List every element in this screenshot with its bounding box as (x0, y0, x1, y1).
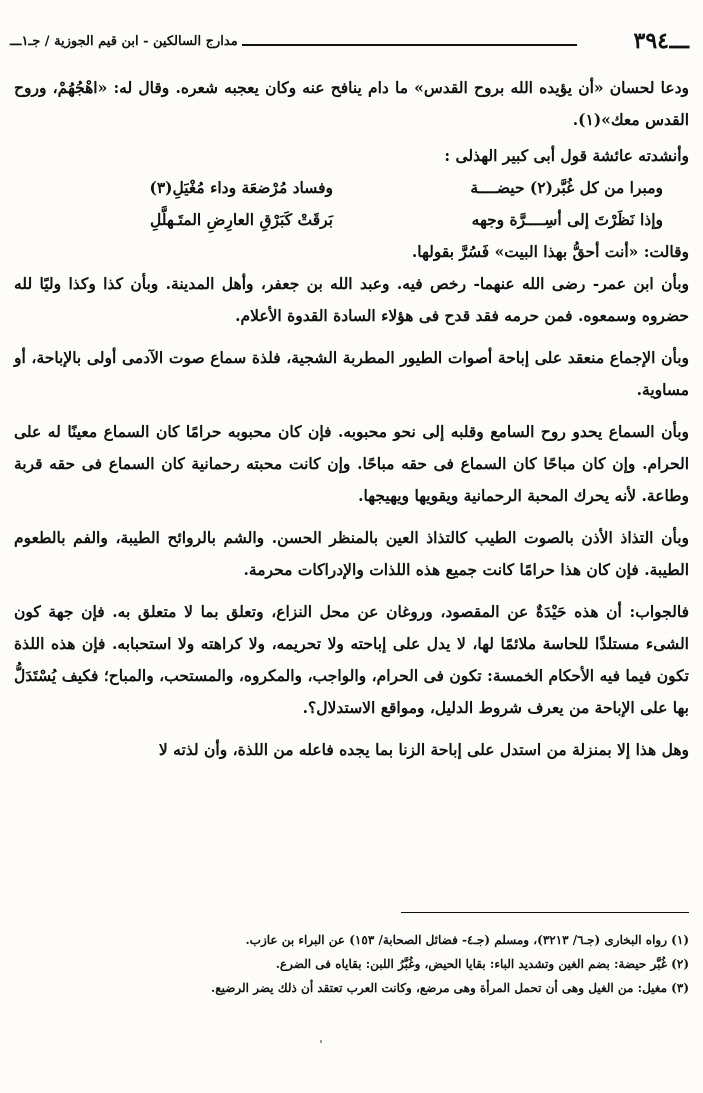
paragraph: وبأن الإجماع منعقد على إباحة أصوات الطيور المطربة الشجية، فلذة سماع صوت الآدمى أولى بالإباحة، أو مساوية. (14, 348, 689, 399)
paragraph: وبأن السماع يحدو روح السامع وقلبه إلى نحو محبوبه. فإن كان محبوبه حرامًا كان السماع معينًا له على الحرام. وإن كان مباحًا كان السماع فى حقه مباحًا. وإن كانت محبته رحمانية كان السماع فى حقه قربة وطاعة. لأنه يحرك المحبة الرحمانية ويقويها ويهيجها. (14, 422, 689, 505)
main-text (14, 72, 689, 770)
poem-closing-line: وقالت: «أنت أحقُّ بهذا البيت» فَسُرَّ بقولها. (411, 242, 689, 261)
footnotes (14, 928, 689, 1000)
footnote: (٣) مغيل: من الغيل وهى أن تحمل المرأة وهى مرضع، وكانت العرب تعتقد أن ذلك يضر الرضيع. (211, 981, 689, 995)
hemistich-left: بَرقَتْ كَبَرْقِ العارِضِ المتَـهلَّلِ (150, 210, 333, 229)
poem-verse (14, 204, 689, 236)
page-number: ٣٩٤ (633, 28, 669, 54)
hemistich-left: وفساد مُرْضعَة وداء مُغْيَلِ(٣) (149, 178, 333, 197)
header-dash: ـــ (669, 28, 689, 54)
paragraph: وبأن التذاذ الأذن بالصوت الطيب كالتذاذ العين بالمنظر الحسن. والشم بالروائح الطيبة، والفم بالطعوم الطيبة. فإن كان هذا حرامًا كانت جميع هذه اللذات والإدراكات محرمة. (14, 528, 689, 579)
paragraph: ودعا لحسان «أن يؤيده الله بروح القدس» ما دام ينافح عنه وكان يعجبه شعره. وقال له: «اهْجُهُمْ، وروح القدس معك»(١). (14, 78, 689, 129)
paragraph: وهل هذا إلا بمنزلة من استدل على إباحة الزنا بما يجده فاعله من اللذة، وأن لذته لا (158, 740, 689, 759)
hemistich-right: وإذا نَظَرْتَ إلى أسِــــرَّة وجهه (471, 210, 663, 229)
footnote: (١) رواه البخارى (جـ٦/ ٣٢١٣)، ومسلم (جـ٤- فضائل الصحابة/ ١٥٣) عن البراء بن عازب. (245, 933, 689, 947)
page-header (10, 28, 689, 58)
footnote: (٢) غُبَّر حيضة: بضم الغين وتشديد الباء: بقايا الحيض، وغُبَّرُ اللبن: بقاياه فى الضرع. (275, 957, 689, 971)
paragraph: وبأن ابن عمر- رضى الله عنهما- رخص فيه. وعبد الله بن جعفر، وأهل المدينة. وبأن كذا وكذا وليًا لله حضروه وسمعوه. فمن حرمه فقد قدح فى هؤلاء السادة القدوة الأعلام. (14, 274, 689, 325)
running-title: مدارج السالكين - ابن قيم الجوزية / جـ١ـــ (10, 34, 238, 49)
poem-verse (14, 172, 689, 204)
hemistich-right: ومبرا من كل غُبَّر(٢) حيضــــة (470, 178, 663, 197)
scan-speck (320, 1040, 322, 1043)
paragraph: فالجواب: أن هذه حَيْدَةٌ عن المقصود، وروغان عن محل النزاع، وتعلق بما لا متعلق به. فإن جهة كون الشىء مستلذًا للحاسة ملائمًا لها، لا يدل على إباحته ولا تحريمه، ولا كراهته ولا استحبابه. فإن هذه اللذة تكون فيما فيه الأحكام الخمسة: تكون فى الحرام، والواجب، والمكروه، والمستحب، والمباح؛ فكيف يُسْتَدَلُّ بها على الإباحة من يعرف شروط الدليل، ومواقع الاستدلال؟. (14, 602, 689, 717)
footnote-separator (401, 912, 689, 913)
paragraph: وأنشدته عائشة قول أبى كبير الهذلى : (444, 146, 689, 165)
poem (14, 172, 689, 268)
header-rule (242, 44, 577, 46)
